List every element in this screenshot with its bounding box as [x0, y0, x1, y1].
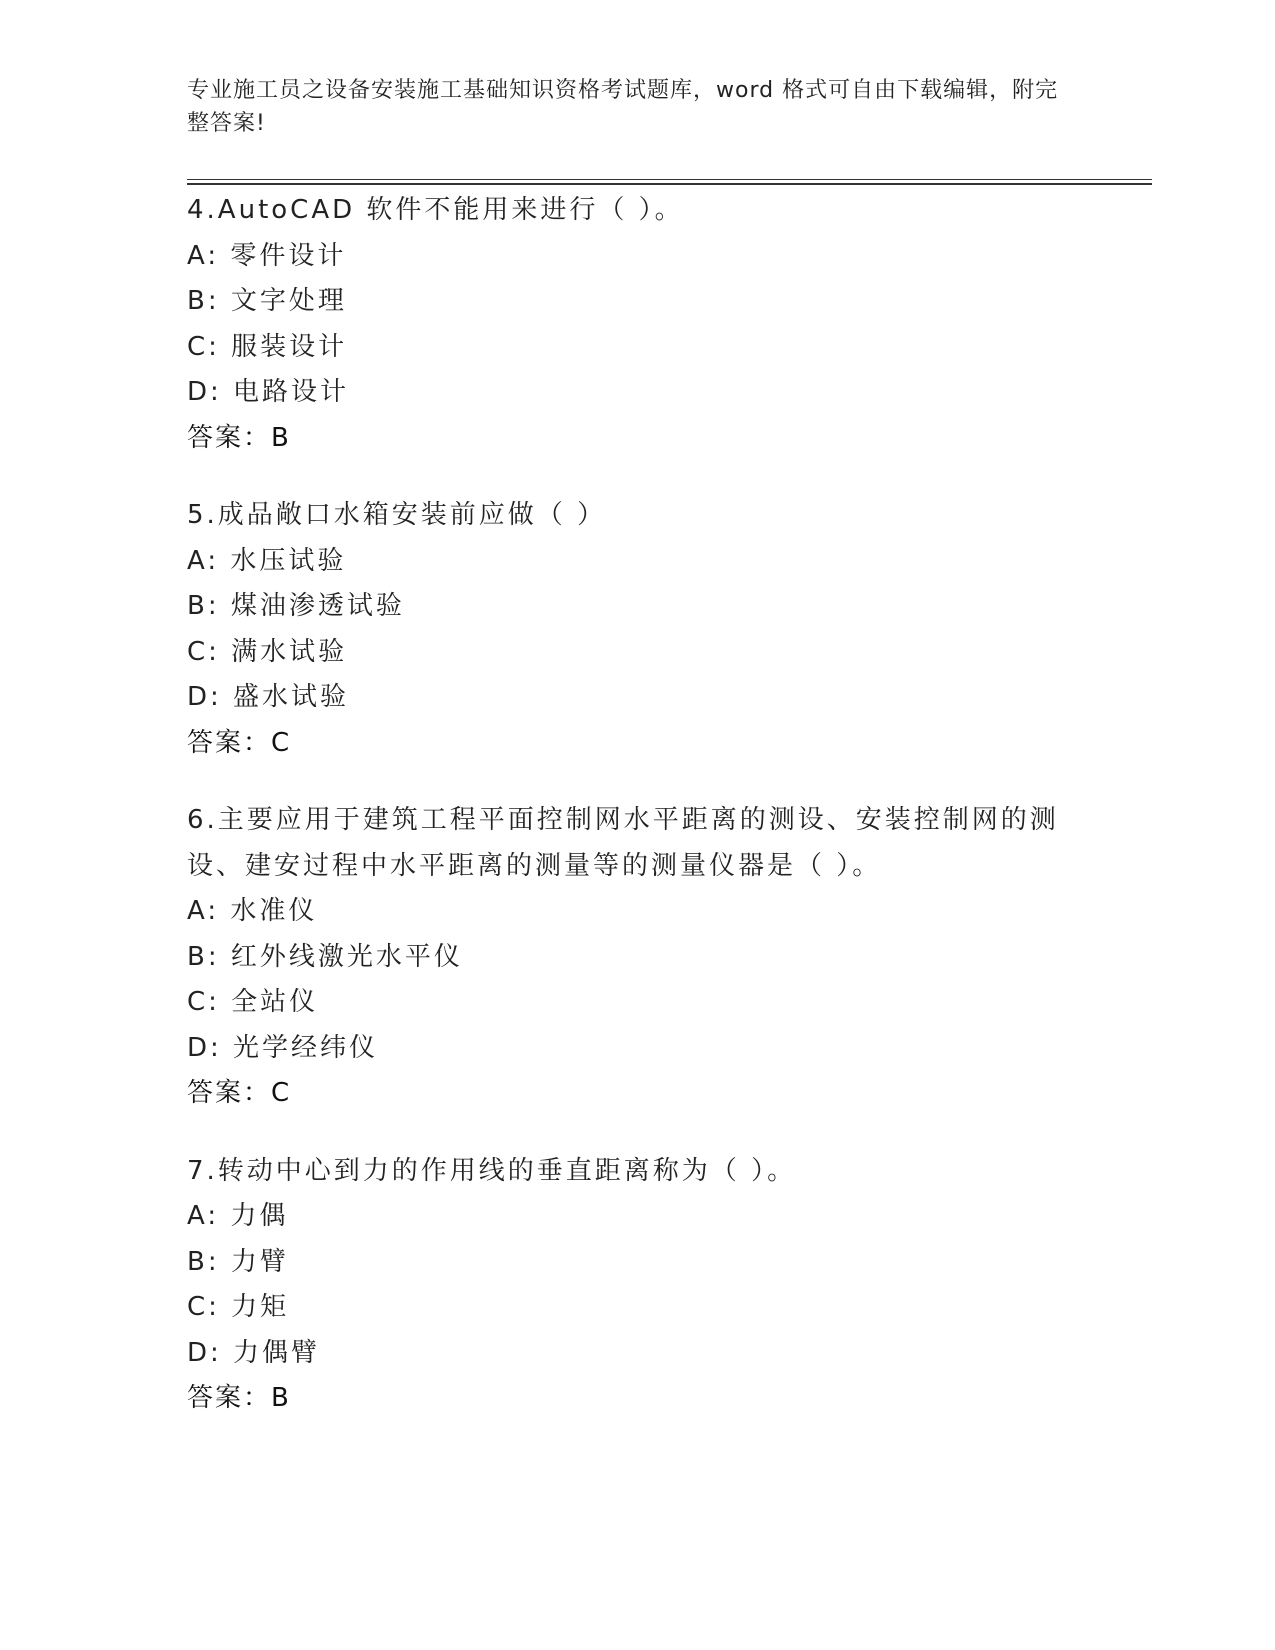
option-d: D: 力偶臂 [187, 1337, 321, 1368]
option-d: D: 盛水试验 [187, 682, 350, 712]
document-header: 专业施工员之设备安装施工基础知识资格考试题库，word 格式可自由下载编辑，附完整答案! [187, 78, 1059, 136]
header-divider-thin [187, 179, 1152, 180]
option-a: A: 水准仪 [187, 896, 318, 926]
answer-label: 答案：B [187, 1383, 291, 1413]
option-d: D: 电路设计 [187, 377, 350, 407]
answer-label: 答案：B [187, 422, 291, 453]
question-item [187, 493, 1107, 766]
option-b: B: 力臂 [187, 1246, 289, 1277]
answer-label: 答案：C [187, 727, 292, 758]
header-divider-thick [187, 183, 1152, 185]
option-b: B: 红外线激光水平仪 [187, 941, 463, 972]
question-stem: 7.转动中心到力的作用线的垂直距离称为（ ）。 [187, 1155, 797, 1186]
question-list [187, 188, 1107, 1454]
question-stem: 5.成品敞口水箱安装前应做（ ） [187, 500, 607, 530]
question-stem: 4.AutoCAD 软件不能用来进行（ ）。 [187, 195, 684, 225]
option-a: A: 力偶 [187, 1201, 289, 1231]
option-a: A: 水压试验 [187, 545, 347, 576]
question-stem: 6.主要应用于建筑工程平面控制网水平距离的测设、安装控制网的测设、建安过程中水平距离的测量等的测量仪器是（ ）。 [187, 805, 1059, 881]
question-item [187, 1149, 1107, 1422]
option-b: B: 煤油渗透试验 [187, 591, 405, 621]
question-item [187, 798, 1107, 1117]
option-c: C: 满水试验 [187, 636, 348, 667]
question-item [187, 188, 1107, 461]
option-c: C: 全站仪 [187, 987, 319, 1017]
option-c: C: 力矩 [187, 1292, 290, 1322]
option-a: A: 零件设计 [187, 240, 347, 271]
option-b: B: 文字处理 [187, 286, 347, 316]
answer-label: 答案：C [187, 1078, 292, 1108]
option-c: C: 服装设计 [187, 331, 348, 362]
option-d: D: 光学经纬仪 [187, 1032, 379, 1063]
